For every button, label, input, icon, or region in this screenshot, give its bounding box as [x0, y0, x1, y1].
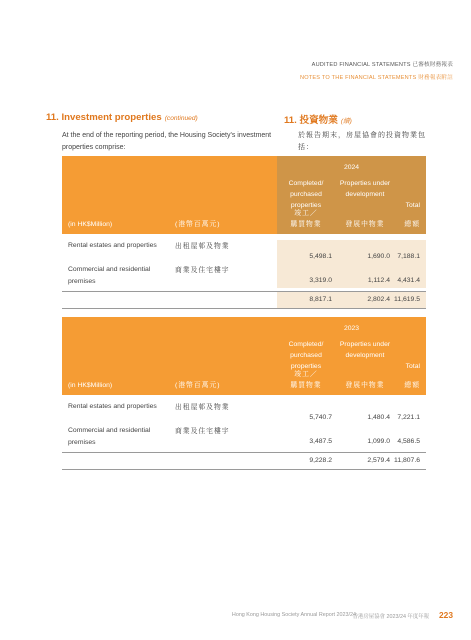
totals-row [62, 452, 426, 470]
unit-label-en: (in HK$Million) [68, 221, 113, 228]
total-completed: 9,228.2 [309, 457, 332, 464]
running-header-title: AUDITED FINANCIAL STATEMENTS 已審核財務報表 [311, 62, 453, 68]
running-header-subtitle: NOTES TO THE FINANCIAL STATEMENTS 財務報表附註 [299, 75, 453, 81]
row-label-en: Commercial and residential premises [68, 427, 151, 446]
cell-total: 7,188.1 [397, 253, 420, 260]
col-completed-zh-top: 竣工／ [294, 210, 318, 217]
cell-completed: 3,487.5 [309, 438, 332, 445]
cell-completed: 5,498.1 [309, 253, 332, 260]
col-development-header: Properties under development [339, 341, 391, 359]
row-label-zh: 商業及住宅樓宇 [175, 267, 230, 274]
page-number: 223 [439, 610, 453, 620]
footer-report-en: Hong Kong Housing Society Annual Report 2023/24 [231, 612, 356, 618]
table-row [62, 240, 426, 264]
col-completed-zh: 購買物業 [290, 221, 322, 228]
cell-total: 4,431.4 [397, 277, 420, 284]
section-title-zh-text: 11. 投資物業 [284, 115, 338, 126]
row-label-en: Rental estates and properties [68, 403, 157, 410]
cell-completed: 5,740.7 [309, 414, 332, 421]
year-label: 2023 [343, 325, 360, 332]
col-completed-zh: 購買物業 [290, 382, 322, 389]
total-completed: 8,817.1 [309, 296, 332, 303]
col-total-zh: 總額 [404, 221, 420, 228]
column-shade [277, 240, 426, 264]
cell-development: 1,690.0 [367, 253, 390, 260]
total-development: 2,802.4 [367, 296, 390, 303]
col-development-zh: 發展中物業 [345, 382, 385, 389]
total-development: 2,579.4 [367, 457, 390, 464]
cell-development: 1,480.4 [367, 414, 390, 421]
unit-label-en: (in HK$Million) [68, 382, 113, 389]
table-2024 [62, 156, 426, 309]
section-title-zh [284, 112, 352, 126]
cell-total: 4,586.5 [397, 438, 420, 445]
table-header [62, 156, 426, 234]
col-total-header: Total [405, 363, 420, 370]
table-row [62, 401, 426, 425]
continued-label: (continued) [164, 115, 198, 122]
total-total: 11,619.5 [394, 296, 420, 303]
col-development-header: Properties under development [339, 180, 391, 198]
intro-text-en: At the end of the reporting period, the Housing Society's investment properties comprise: [62, 132, 272, 151]
col-completed-header: Completed/ purchased properties [288, 180, 324, 209]
section-title-en-text: 11. Investment properties [46, 112, 162, 123]
col-completed-header: Completed/ purchased properties [288, 341, 324, 370]
col-total-zh: 總額 [404, 382, 420, 389]
table-row [62, 264, 426, 288]
cell-completed: 3,319.0 [309, 277, 332, 284]
intro-text-zh: 於報告期末，房屋協會的投資物業包括： [298, 132, 426, 151]
table-row [62, 425, 426, 449]
total-total: 11,807.6 [394, 457, 420, 464]
cell-development: 1,099.0 [367, 438, 390, 445]
section-title-en [46, 112, 198, 123]
row-label-zh: 出租屋邨及物業 [175, 243, 230, 250]
column-shade [277, 264, 426, 288]
continued-label-zh: (續) [340, 118, 352, 125]
cell-total: 7,221.1 [397, 414, 420, 421]
col-completed-zh-top: 竣工／ [294, 371, 318, 378]
cell-development: 1,112.4 [367, 277, 390, 284]
row-label-en: Rental estates and properties [68, 242, 157, 249]
unit-label-zh: (港幣百萬元) [175, 382, 221, 389]
row-label-zh: 商業及住宅樓宇 [175, 428, 230, 435]
unit-label-zh: (港幣百萬元) [175, 221, 221, 228]
table-2023 [62, 317, 426, 470]
col-total-header: Total [405, 202, 420, 209]
year-label: 2024 [343, 164, 360, 171]
row-label-zh: 出租屋邨及物業 [175, 404, 230, 411]
footer-report-zh: 香港房屋協會 2023/24 年度年報 [352, 614, 429, 620]
totals-row [62, 291, 426, 309]
col-development-zh: 發展中物業 [345, 221, 385, 228]
table-header [62, 317, 426, 395]
row-label-en: Commercial and residential premises [68, 266, 151, 285]
